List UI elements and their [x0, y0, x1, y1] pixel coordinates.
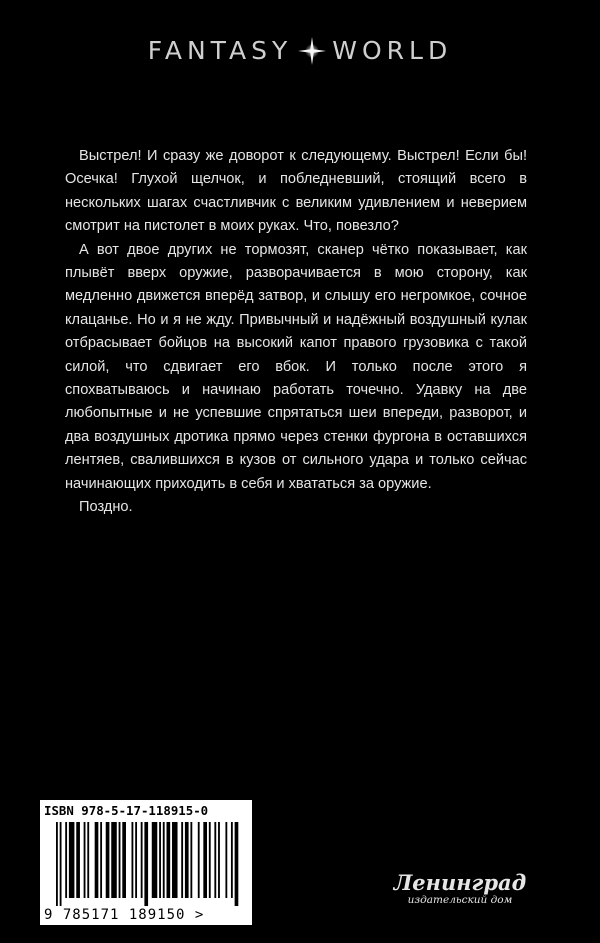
barcode-bar	[119, 822, 121, 898]
isbn-barcode	[40, 800, 252, 925]
series-title-left: FANTASY	[147, 36, 293, 65]
barcode-bar	[65, 822, 67, 898]
publisher-subtitle: издательский дом	[407, 894, 513, 906]
barcode-bar	[95, 822, 99, 898]
barcode-bar	[122, 822, 126, 898]
barcode-bars	[56, 822, 242, 906]
barcode-bar	[84, 822, 86, 898]
series-title-right: WORLD	[332, 36, 453, 65]
barcode-bar	[141, 822, 143, 898]
barcode-bar	[214, 822, 216, 898]
series-header	[0, 36, 600, 65]
barcode-bar	[60, 822, 62, 906]
barcode-bar	[235, 822, 239, 906]
blurb-paragraph-2: А вот двое других не тормозят, сканер чётко показывает, как плывёт вверх оружие, разворачивается в мою сторону, как медленно движется вперёд затвор, и слышу его негромкое, сочное клацанье. Но и я не жду. Привычный и надёжный воздушный кулак отбрасывает бойцов на высокий капот правого грузовика с такой силой, что сдвигает его вбок. И только после этого я спохватываюсь и начинаю работать точечно. Удавку на две любопытные и не успевшие спрятаться шеи впереди, разворот, и два воздушных дротика прямо через стенки фургона в оставшихся лентяев, свалившихся в кузов от сильного удара и только сейчас начинающих приходить в себя и хвататься за оружие.	[65, 241, 527, 492]
barcode-bar	[198, 822, 200, 898]
barcode-bar	[181, 822, 183, 898]
barcode-bar	[76, 822, 80, 898]
barcode-bar	[163, 822, 165, 898]
barcode-bar	[209, 822, 211, 898]
barcode-digits: 9 785171 189150 >	[44, 907, 205, 923]
barcode-bar	[218, 822, 220, 898]
barcode-bar	[185, 822, 189, 898]
publisher-name: Ленинград	[393, 870, 527, 895]
barcode-bar	[225, 822, 227, 898]
barcode-bar	[56, 822, 58, 906]
four-point-star-icon	[298, 37, 326, 65]
barcode-bar	[159, 822, 161, 898]
blurb-paragraph-3: Поздно.	[79, 499, 133, 516]
barcode-bar	[87, 822, 89, 898]
barcode-bar	[203, 822, 207, 898]
publisher-logo	[385, 872, 535, 907]
barcode-bar	[152, 822, 158, 898]
barcode-bar	[135, 822, 137, 898]
barcode-bar	[69, 822, 75, 898]
isbn-label: ISBN 978-5-17-118915-0	[44, 803, 209, 818]
barcode-bar	[190, 822, 192, 898]
barcode-bar	[167, 822, 171, 898]
barcode-bar	[231, 822, 233, 898]
barcode-bar	[106, 822, 110, 898]
barcode-bar	[172, 822, 178, 898]
barcode-bar	[144, 822, 148, 906]
barcode-bar	[111, 822, 117, 898]
blurb-text	[65, 145, 527, 520]
blurb-paragraph-1: Выстрел! И сразу же доворот к следующему. Выстрел! Если бы! Осечка! Глухой щелчок, и побледневший, стоящий всего в нескольких шагах счастливчик с великим удивлением и неверием смотрит на пистолет в моих руках. Что, повезло?	[65, 148, 527, 235]
barcode-bar	[100, 822, 102, 898]
barcode-bar	[132, 822, 134, 898]
